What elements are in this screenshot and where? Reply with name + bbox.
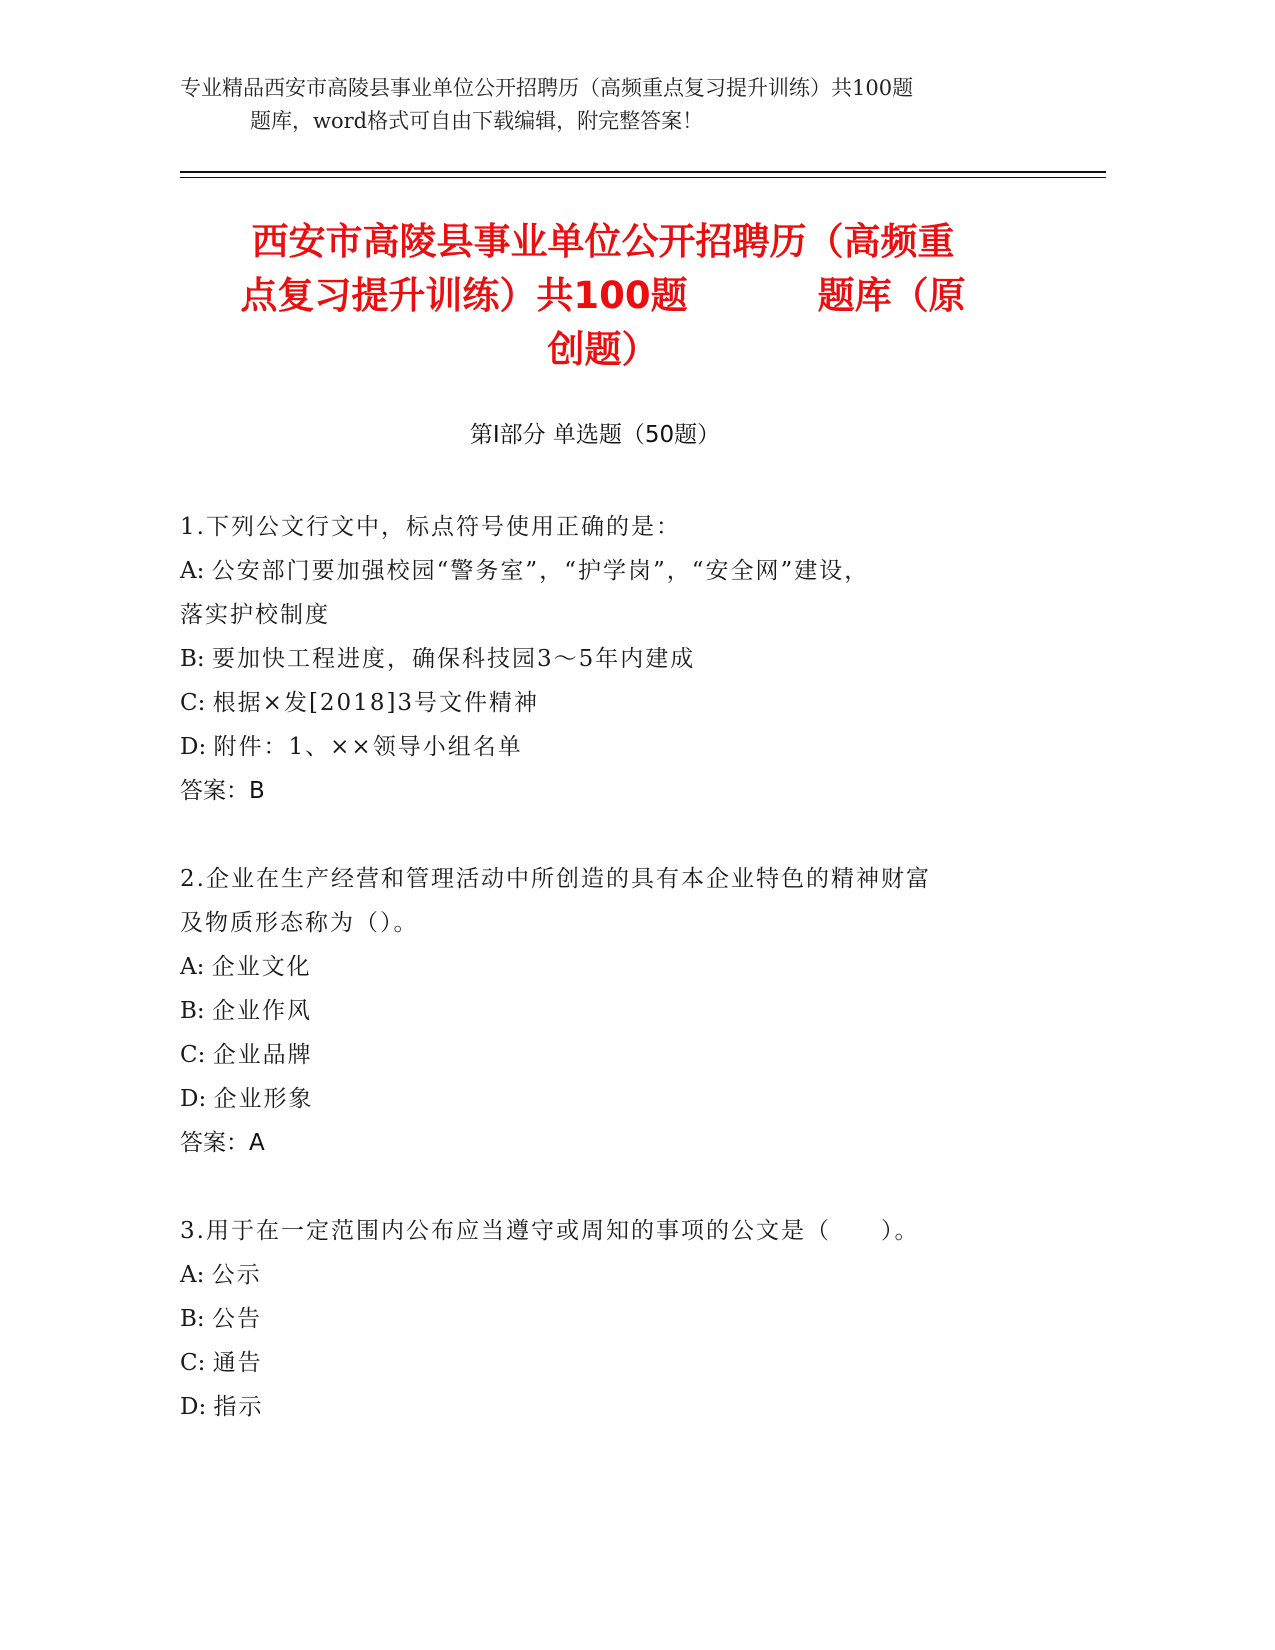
header-note-line1: 专业精品西安市高陵县事业单位公开招聘历（高频重点复习提升训练）共100题 [180,76,914,100]
question-option [180,549,1040,593]
question-option [180,945,1040,989]
title-line2b: 题库（原 [817,274,966,317]
answer-line: 答案：A [180,1130,265,1156]
question-option [180,593,1040,637]
document-title [180,215,1026,377]
question-stem: 1.下列公文行文中，标点符号使用正确的是： [180,514,681,540]
question-option [180,1341,1040,1385]
question-option [180,725,1040,769]
option-text: 企业作风 [211,998,312,1024]
option-text: 要加快工程进度，确保科技园3～5年内建成 [211,646,696,672]
question-list [180,505,1040,1473]
option-letter: D: [180,1394,214,1420]
option-text: 公示 [211,1262,262,1288]
option-text: 落实护校制度 [180,602,330,628]
title-line2 [180,269,1026,323]
question-option [180,637,1040,681]
answer-line: 答案：B [180,778,265,804]
question-item [180,857,1040,1165]
option-text: 指示 [213,1394,264,1420]
section-title: 第Ⅰ部分 单选题（50题） [469,422,721,448]
question-option [180,1033,1040,1077]
question-option [180,1253,1040,1297]
title-line1: 西安市高陵县事业单位公开招聘历（高频重 [251,220,955,263]
option-letter: B: [180,646,212,672]
question-stem: 3.用于在一定范围内公布应当遵守或周知的事项的公文是（ ）。 [180,1218,920,1244]
question-stem: 及物质形态称为（）。 [180,910,419,936]
option-text: 根据×发[2018]3号文件精神 [212,690,540,716]
option-text: 附件：1、××领导小组名单 [213,734,523,760]
option-letter: D: [180,1086,214,1112]
option-text: 企业形象 [213,1086,314,1112]
header-divider-thin [180,177,1106,178]
question-option [180,1077,1040,1121]
option-letter: C: [180,1042,213,1068]
question-option [180,989,1040,1033]
title-line2a: 点复习提升训练）共100题 [240,274,688,317]
option-text: 公告 [211,1306,262,1332]
question-option [180,681,1040,725]
option-letter: C: [180,1350,213,1376]
option-text: 企业文化 [211,954,312,980]
header-note-line2: 题库，word格式可自由下载编辑，附完整答案！ [250,109,704,133]
header-divider-thick [180,171,1106,173]
option-text: 企业品牌 [212,1042,313,1068]
question-stem: 2.企业在生产经营和管理活动中所创造的具有本企业特色的精神财富 [180,866,931,892]
option-text: 公安部门要加强校园“警务室”，“护学岗”，“安全网”建设， [211,558,870,584]
option-letter: C: [180,690,213,716]
question-option [180,1297,1040,1341]
option-letter: A: [180,954,212,980]
question-item [180,1209,1040,1429]
option-letter: D: [180,734,214,760]
option-letter: B: [180,1306,212,1332]
option-letter: A: [180,558,212,584]
header-note [180,72,1030,138]
option-text: 通告 [212,1350,263,1376]
option-letter: A: [180,1262,212,1288]
title-line3: 创题） [547,328,659,371]
option-letter: B: [180,998,212,1024]
question-option [180,1385,1040,1429]
question-item [180,505,1040,813]
